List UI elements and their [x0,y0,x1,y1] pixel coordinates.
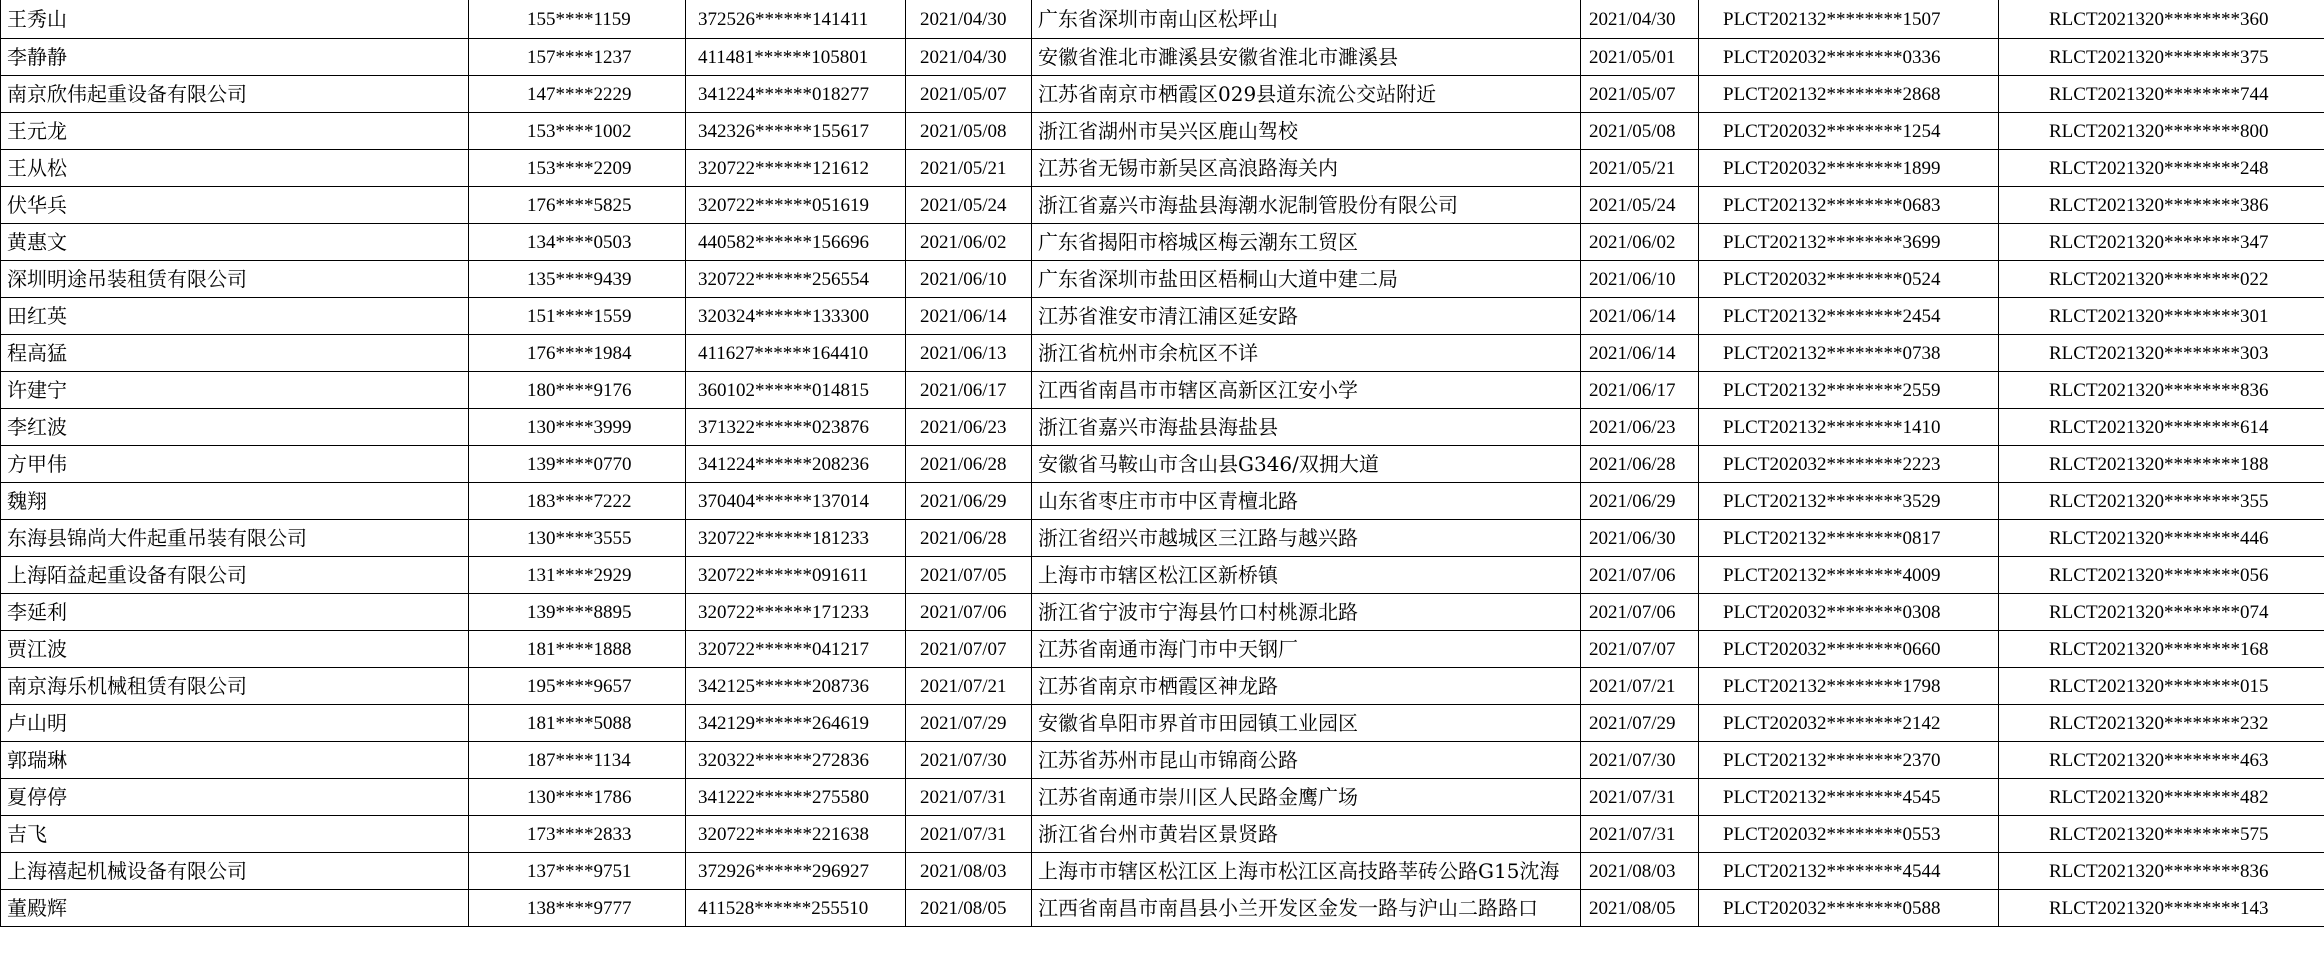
address-cell: 江西省南昌市南昌县小兰开发区金发一路与沪山二路路口 [1032,890,1581,927]
address-cell: 江苏省苏州市昆山市锦商公路 [1032,742,1581,779]
rlct-code-cell: RLCT2021320********303 [1999,335,2324,372]
table-row [1,557,2324,594]
plct-code-cell: PLCT202032********0336 [1699,39,1999,76]
table-row [1,150,2324,187]
table-row [1,0,2324,39]
rlct-code-cell: RLCT2021320********143 [1999,890,2324,927]
address-cell: 江苏省南京市栖霞区神龙路 [1032,668,1581,705]
date-cell: 2021/06/10 [906,261,1032,298]
name-cell: 李红波 [1,409,469,446]
plct-code-cell: PLCT202132********4544 [1699,853,1999,890]
name-cell: 夏停停 [1,779,469,816]
id-number-cell: 372926******296927 [686,853,906,890]
rlct-code-cell: RLCT2021320********355 [1999,483,2324,520]
id-number-cell: 341224******018277 [686,76,906,113]
date2-cell: 2021/05/01 [1581,39,1699,76]
date-cell: 2021/06/28 [906,446,1032,483]
id-number-cell: 372526******141411 [686,0,906,39]
table-row [1,779,2324,816]
rlct-code-cell: RLCT2021320********386 [1999,187,2324,224]
name-cell: 卢山明 [1,705,469,742]
date-cell: 2021/05/08 [906,113,1032,150]
name-cell: 郭瑞琳 [1,742,469,779]
date-cell: 2021/07/31 [906,779,1032,816]
date2-cell: 2021/06/17 [1581,372,1699,409]
phone-cell: 173****2833 [469,816,686,853]
date2-cell: 2021/06/30 [1581,520,1699,557]
date-cell: 2021/06/29 [906,483,1032,520]
plct-code-cell: PLCT202132********2370 [1699,742,1999,779]
id-number-cell: 440582******156696 [686,224,906,261]
address-cell: 浙江省宁波市宁海县竹口村桃源北路 [1032,594,1581,631]
table-row [1,298,2324,335]
plct-code-cell: PLCT202132********1410 [1699,409,1999,446]
rlct-code-cell: RLCT2021320********575 [1999,816,2324,853]
address-cell: 浙江省嘉兴市海盐县海盐县 [1032,409,1581,446]
table-row [1,705,2324,742]
date-cell: 2021/04/30 [906,39,1032,76]
date-cell: 2021/06/13 [906,335,1032,372]
id-number-cell: 342129******264619 [686,705,906,742]
id-number-cell: 320722******221638 [686,816,906,853]
rlct-code-cell: RLCT2021320********074 [1999,594,2324,631]
plct-code-cell: PLCT202132********1507 [1699,0,1999,39]
date2-cell: 2021/07/21 [1581,668,1699,705]
date2-cell: 2021/07/29 [1581,705,1699,742]
name-cell: 王秀山 [1,0,469,39]
phone-cell: 195****9657 [469,668,686,705]
date-cell: 2021/07/05 [906,557,1032,594]
phone-cell: 187****1134 [469,742,686,779]
plct-code-cell: PLCT202032********1254 [1699,113,1999,150]
rlct-code-cell: RLCT2021320********360 [1999,0,2324,39]
plct-code-cell: PLCT202032********0553 [1699,816,1999,853]
name-cell: 程高猛 [1,335,469,372]
plct-code-cell: PLCT202132********4009 [1699,557,1999,594]
phone-cell: 139****0770 [469,446,686,483]
id-number-cell: 370404******137014 [686,483,906,520]
plct-code-cell: PLCT202132********0738 [1699,335,1999,372]
id-number-cell: 341224******208236 [686,446,906,483]
date-cell: 2021/07/21 [906,668,1032,705]
table-row [1,742,2324,779]
table-row [1,113,2324,150]
date-cell: 2021/05/07 [906,76,1032,113]
id-number-cell: 360102******014815 [686,372,906,409]
id-number-cell: 320722******171233 [686,594,906,631]
table-row [1,853,2324,890]
plct-code-cell: PLCT202132********4545 [1699,779,1999,816]
plct-code-cell: PLCT202032********2223 [1699,446,1999,483]
address-cell: 安徽省马鞍山市含山县G346/双拥大道 [1032,446,1581,483]
phone-cell: 153****1002 [469,113,686,150]
name-cell: 李静静 [1,39,469,76]
date2-cell: 2021/05/21 [1581,150,1699,187]
plct-code-cell: PLCT202032********2142 [1699,705,1999,742]
plct-code-cell: PLCT202032********0588 [1699,890,1999,927]
date2-cell: 2021/07/31 [1581,816,1699,853]
phone-cell: 130****3555 [469,520,686,557]
name-cell: 贾江波 [1,631,469,668]
address-cell: 浙江省杭州市余杭区不详 [1032,335,1581,372]
table-row [1,335,2324,372]
phone-cell: 181****5088 [469,705,686,742]
rlct-code-cell: RLCT2021320********614 [1999,409,2324,446]
date2-cell: 2021/06/23 [1581,409,1699,446]
name-cell: 董殿辉 [1,890,469,927]
rlct-code-cell: RLCT2021320********188 [1999,446,2324,483]
table-row [1,187,2324,224]
table-row [1,483,2324,520]
address-cell: 上海市市辖区松江区新桥镇 [1032,557,1581,594]
phone-cell: 135****9439 [469,261,686,298]
address-cell: 浙江省绍兴市越城区三江路与越兴路 [1032,520,1581,557]
name-cell: 方甲伟 [1,446,469,483]
rlct-code-cell: RLCT2021320********836 [1999,853,2324,890]
date2-cell: 2021/04/30 [1581,0,1699,39]
table-row [1,668,2324,705]
rlct-code-cell: RLCT2021320********836 [1999,372,2324,409]
id-number-cell: 342125******208736 [686,668,906,705]
id-number-cell: 320722******121612 [686,150,906,187]
table-row [1,372,2324,409]
rlct-code-cell: RLCT2021320********800 [1999,113,2324,150]
phone-cell: 153****2209 [469,150,686,187]
id-number-cell: 341222******275580 [686,779,906,816]
name-cell: 许建宁 [1,372,469,409]
rlct-code-cell: RLCT2021320********482 [1999,779,2324,816]
rlct-code-cell: RLCT2021320********056 [1999,557,2324,594]
id-number-cell: 320722******051619 [686,187,906,224]
rlct-code-cell: RLCT2021320********301 [1999,298,2324,335]
date-cell: 2021/06/17 [906,372,1032,409]
name-cell: 上海陌益起重设备有限公司 [1,557,469,594]
date-cell: 2021/05/24 [906,187,1032,224]
date-cell: 2021/06/14 [906,298,1032,335]
date-cell: 2021/06/23 [906,409,1032,446]
phone-cell: 139****8895 [469,594,686,631]
date2-cell: 2021/06/02 [1581,224,1699,261]
id-number-cell: 320322******272836 [686,742,906,779]
date2-cell: 2021/07/07 [1581,631,1699,668]
phone-cell: 176****1984 [469,335,686,372]
date2-cell: 2021/06/10 [1581,261,1699,298]
phone-cell: 130****1786 [469,779,686,816]
phone-cell: 155****1159 [469,0,686,39]
address-cell: 江苏省南通市海门市中天钢厂 [1032,631,1581,668]
table-row [1,224,2324,261]
date-cell: 2021/07/06 [906,594,1032,631]
address-cell: 浙江省湖州市吴兴区鹿山驾校 [1032,113,1581,150]
id-number-cell: 371322******023876 [686,409,906,446]
date-cell: 2021/07/29 [906,705,1032,742]
id-number-cell: 411481******105801 [686,39,906,76]
plct-code-cell: PLCT202032********0660 [1699,631,1999,668]
phone-cell: 151****1559 [469,298,686,335]
name-cell: 南京欣伟起重设备有限公司 [1,76,469,113]
phone-cell: 131****2929 [469,557,686,594]
name-cell: 东海县锦尚大件起重吊装有限公司 [1,520,469,557]
plct-code-cell: PLCT202032********0308 [1699,594,1999,631]
plct-code-cell: PLCT202032********0524 [1699,261,1999,298]
date2-cell: 2021/06/14 [1581,335,1699,372]
address-cell: 广东省深圳市盐田区梧桐山大道中建二局 [1032,261,1581,298]
phone-cell: 183****7222 [469,483,686,520]
date-cell: 2021/05/21 [906,150,1032,187]
id-number-cell: 320722******091611 [686,557,906,594]
date2-cell: 2021/06/29 [1581,483,1699,520]
rlct-code-cell: RLCT2021320********248 [1999,150,2324,187]
table-row [1,816,2324,853]
plct-code-cell: PLCT202132********2868 [1699,76,1999,113]
address-cell: 江苏省南通市崇川区人民路金鹰广场 [1032,779,1581,816]
address-cell: 浙江省台州市黄岩区景贤路 [1032,816,1581,853]
id-number-cell: 320324******133300 [686,298,906,335]
date-cell: 2021/07/30 [906,742,1032,779]
phone-cell: 138****9777 [469,890,686,927]
plct-code-cell: PLCT202132********0817 [1699,520,1999,557]
id-number-cell: 411627******164410 [686,335,906,372]
plct-code-cell: PLCT202132********2559 [1699,372,1999,409]
table-body [1,0,2324,927]
plct-code-cell: PLCT202132********3529 [1699,483,1999,520]
rlct-code-cell: RLCT2021320********375 [1999,39,2324,76]
table-row [1,520,2324,557]
date2-cell: 2021/05/08 [1581,113,1699,150]
date2-cell: 2021/06/28 [1581,446,1699,483]
date-cell: 2021/07/07 [906,631,1032,668]
table-row [1,39,2324,76]
date-cell: 2021/08/05 [906,890,1032,927]
address-cell: 山东省枣庄市市中区青檀北路 [1032,483,1581,520]
name-cell: 魏翔 [1,483,469,520]
date-cell: 2021/08/03 [906,853,1032,890]
rlct-code-cell: RLCT2021320********022 [1999,261,2324,298]
name-cell: 南京海乐机械租赁有限公司 [1,668,469,705]
name-cell: 上海禧起机械设备有限公司 [1,853,469,890]
rlct-code-cell: RLCT2021320********232 [1999,705,2324,742]
rlct-code-cell: RLCT2021320********446 [1999,520,2324,557]
rlct-code-cell: RLCT2021320********347 [1999,224,2324,261]
phone-cell: 134****0503 [469,224,686,261]
date2-cell: 2021/08/03 [1581,853,1699,890]
date2-cell: 2021/05/07 [1581,76,1699,113]
date2-cell: 2021/06/14 [1581,298,1699,335]
date2-cell: 2021/07/30 [1581,742,1699,779]
id-number-cell: 342326******155617 [686,113,906,150]
phone-cell: 130****3999 [469,409,686,446]
plct-code-cell: PLCT202132********2454 [1699,298,1999,335]
table-row [1,446,2324,483]
date2-cell: 2021/07/06 [1581,594,1699,631]
address-cell: 江苏省无锡市新吴区高浪路海关内 [1032,150,1581,187]
id-number-cell: 320722******041217 [686,631,906,668]
address-cell: 上海市市辖区松江区上海市松江区高技路莘砖公路G15沈海 [1032,853,1581,890]
date-cell: 2021/06/28 [906,520,1032,557]
phone-cell: 147****2229 [469,76,686,113]
plct-code-cell: PLCT202132********0683 [1699,187,1999,224]
date-cell: 2021/04/30 [906,0,1032,39]
rlct-code-cell: RLCT2021320********168 [1999,631,2324,668]
phone-cell: 176****5825 [469,187,686,224]
phone-cell: 180****9176 [469,372,686,409]
table-row [1,631,2324,668]
name-cell: 深圳明途吊装租赁有限公司 [1,261,469,298]
phone-cell: 157****1237 [469,39,686,76]
phone-cell: 181****1888 [469,631,686,668]
id-number-cell: 320722******256554 [686,261,906,298]
name-cell: 伏华兵 [1,187,469,224]
rlct-code-cell: RLCT2021320********744 [1999,76,2324,113]
date2-cell: 2021/07/06 [1581,557,1699,594]
table-row [1,594,2324,631]
id-number-cell: 411528******255510 [686,890,906,927]
table-row [1,890,2324,927]
date-cell: 2021/06/02 [906,224,1032,261]
address-cell: 广东省深圳市南山区松坪山 [1032,0,1581,39]
table-row [1,76,2324,113]
table-row [1,261,2324,298]
date-cell: 2021/07/31 [906,816,1032,853]
address-cell: 安徽省淮北市濉溪县安徽省淮北市濉溪县 [1032,39,1581,76]
plct-code-cell: PLCT202132********3699 [1699,224,1999,261]
address-cell: 江苏省淮安市清江浦区延安路 [1032,298,1581,335]
name-cell: 黄惠文 [1,224,469,261]
date2-cell: 2021/08/05 [1581,890,1699,927]
name-cell: 李延利 [1,594,469,631]
phone-cell: 137****9751 [469,853,686,890]
date2-cell: 2021/07/31 [1581,779,1699,816]
address-cell: 安徽省阜阳市界首市田园镇工业园区 [1032,705,1581,742]
address-cell: 广东省揭阳市榕城区梅云潮东工贸区 [1032,224,1581,261]
date2-cell: 2021/05/24 [1581,187,1699,224]
table-row [1,409,2324,446]
address-cell: 江西省南昌市市辖区高新区江安小学 [1032,372,1581,409]
name-cell: 吉飞 [1,816,469,853]
name-cell: 王从松 [1,150,469,187]
address-cell: 江苏省南京市栖霞区029县道东流公交站附近 [1032,76,1581,113]
rlct-code-cell: RLCT2021320********463 [1999,742,2324,779]
rlct-code-cell: RLCT2021320********015 [1999,668,2324,705]
name-cell: 田红英 [1,298,469,335]
name-cell: 王元龙 [1,113,469,150]
plct-code-cell: PLCT202032********1899 [1699,150,1999,187]
id-number-cell: 320722******181233 [686,520,906,557]
address-cell: 浙江省嘉兴市海盐县海潮水泥制管股份有限公司 [1032,187,1581,224]
plct-code-cell: PLCT202132********1798 [1699,668,1999,705]
